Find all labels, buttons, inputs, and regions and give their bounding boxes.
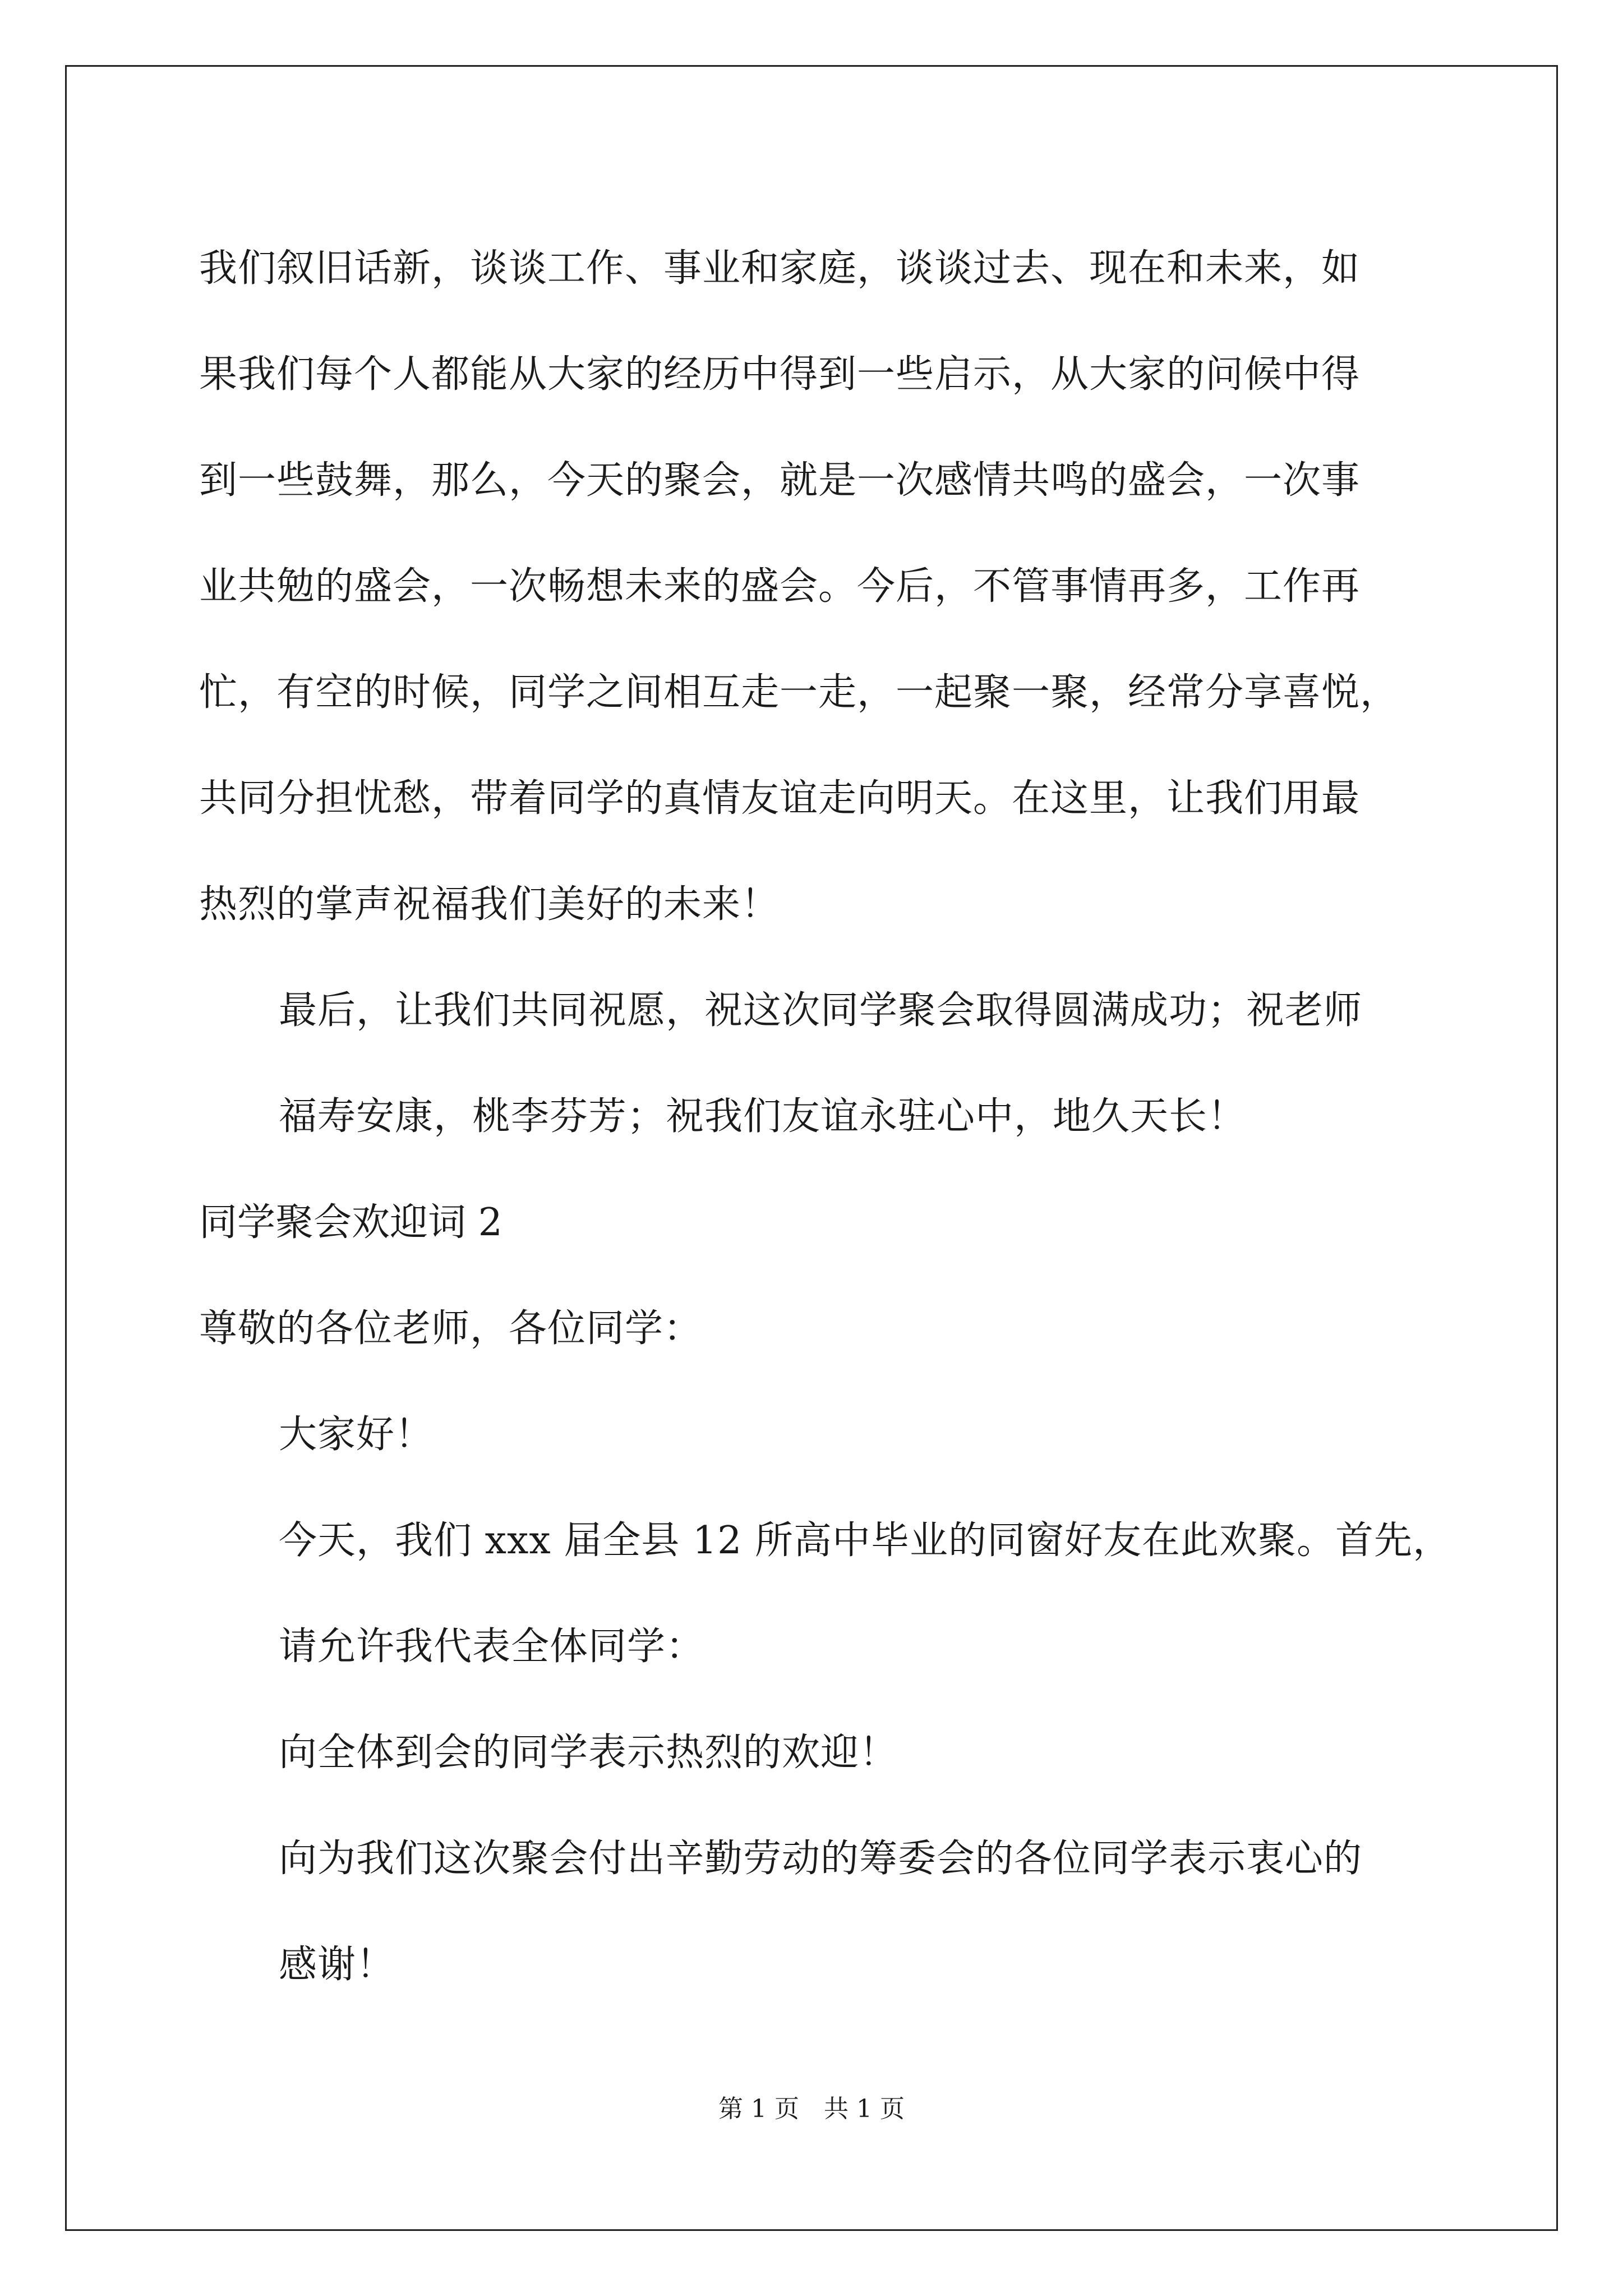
- text-line: 忙，有空的时候，同学之间相互走一走，一起聚一聚，经常分享喜悦，: [199, 670, 1399, 715]
- text-line: 感谢！: [279, 1943, 395, 1987]
- paragraph-salutation: [199, 1276, 1500, 1382]
- paragraph-thanks: [199, 1806, 1500, 2018]
- paragraph-final-wishes: [199, 958, 1500, 1170]
- text-line: 尊敬的各位老师，各位同学：: [199, 1306, 703, 1351]
- text-line: 我们叙旧话新，谈谈工作、事业和家庭，谈谈过去、现在和未来，如: [199, 246, 1361, 291]
- section-title: [199, 1170, 1500, 1276]
- text-line: 大家好！: [279, 1412, 434, 1457]
- text-line: 福寿安康，桃李芬芳；祝我们友谊永驻心中，地久天长！: [279, 1094, 1247, 1139]
- text-line: 果我们每个人都能从大家的经历中得到一些启示，从大家的问候中得: [199, 352, 1361, 397]
- text-line: 热烈的掌声祝福我们美好的未来！: [199, 882, 780, 927]
- paragraph-greeting: [199, 1382, 1500, 1488]
- paragraph-welcome: [199, 1700, 1500, 1806]
- text-line: 请允许我代表全体同学：: [279, 1625, 705, 1669]
- text-line: 向为我们这次聚会付出辛勤劳动的筹委会的各位同学表示衷心的: [279, 1837, 1363, 1881]
- document-body: [199, 215, 1500, 2018]
- text-line: 向全体到会的同学表示热烈的欢迎！: [279, 1731, 898, 1775]
- text-line: 共同分担忧愁，带着同学的真情友谊走向明天。在这里，让我们用最: [199, 776, 1361, 821]
- paragraph-reunion-closing: [199, 215, 1500, 958]
- text-line: 业共勉的盛会，一次畅想未来的盛会。今后，不管事情再多，工作再: [199, 564, 1361, 609]
- text-line: 最后，让我们共同祝愿，祝这次同学聚会取得圆满成功；祝老师: [279, 988, 1363, 1033]
- text-line: 同学聚会欢迎词 2: [199, 1200, 502, 1245]
- text-line: 到一些鼓舞，那么，今天的聚会，就是一次感情共鸣的盛会，一次事: [199, 458, 1361, 503]
- text-line: 今天，我们 xxx 届全县 12 所高中毕业的同窗好友在此欢聚。首先，: [279, 1519, 1452, 1563]
- page-number-footer: 第 1 页 共 1 页: [718, 2095, 905, 2123]
- paragraph-opening: [199, 1488, 1500, 1700]
